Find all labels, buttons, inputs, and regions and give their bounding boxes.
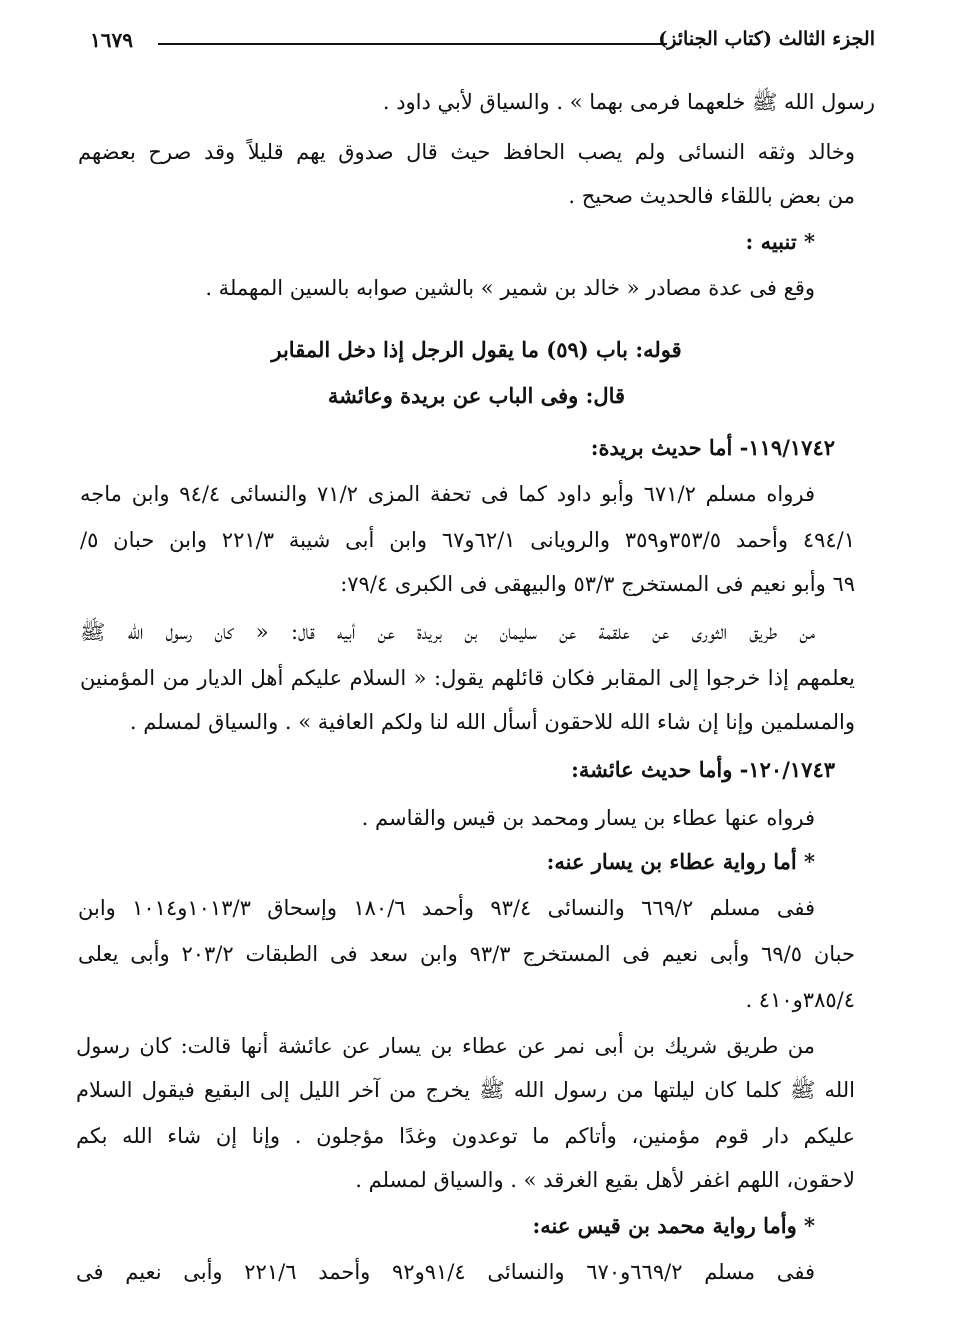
running-title: الجزء الثالث (كتاب الجنائز)	[658, 28, 875, 50]
text-line: ففى مسلم ٦٦٩/٢ والنسائى ٩٣/٤ وأحمد ١٨٠/٦ وإسحاق ١٠١٣/٣و١٠١٤ وابن	[78, 896, 815, 920]
text-line: والمسلمين وإنا إن شاء الله للاحقون أسأل الله لنا ولكم العافية » . والسياق لمسلم .	[129, 710, 855, 734]
text-line: رسول الله ﷺ خلعهما فرمى بهما » . والسياق لأبي داود .	[382, 90, 875, 114]
sub-heading: * أما رواية عطاء بن يسار عنه:	[546, 849, 815, 874]
text-line: من طريق شريك بن أبى نمر عن عطاء بن يسار عن عائشة أنها قالت: كان رسول	[76, 1034, 815, 1058]
text-line: ٦٩ وأبو نعيم فى المستخرج ٥٣/٣ والبيهقى فى الكبرى ٧٩/٤:	[340, 572, 855, 596]
text-line: وقع فى عدة مصادر « خالد بن شمير » بالشين صوابه بالسين المهملة .	[205, 276, 815, 300]
text-line: حبان ٦٩/٥ وأبى نعيم فى المستخرج ٩٣/٣ وابن سعد فى الطبقات ٢٠٣/٢ وأبى يعلى	[78, 942, 855, 966]
hadith-heading: ١٢٠/١٧٤٣- وأما حديث عائشة:	[571, 757, 835, 782]
page-number: ١٦٧٩	[90, 28, 133, 52]
chapter-subheading: قال: وفى الباب عن بريدة وعائشة	[327, 383, 626, 408]
text-line: الله ﷺ كلما كان ليلتها من رسول الله ﷺ يخرج من آخر الليل إلى البقيع فيقول السلام	[76, 1078, 855, 1102]
text-line: ٣٨٥/٤و٤١٠ .	[745, 988, 855, 1012]
chapter-heading: قوله: باب (٥٩) ما يقول الرجل إذا دخل المقابر	[271, 337, 682, 362]
header-rule	[158, 43, 667, 45]
text-line: من بعض باللقاء فالحديث صحيح .	[568, 184, 855, 208]
text-line: من طريق الثورى عن علقمة عن سليمان بن بريدة عن أبيه قال: « كان رسول الله ﷺ	[80, 620, 815, 644]
page-header	[90, 28, 875, 62]
text-line: ففى مسلم ٦٦٩/٢و٦٧٠ والنسائى ٩١/٤و٩٢ وأحمد ٢٢١/٦ وأبى نعيم فى	[76, 1260, 815, 1284]
text-line: وخالد وثقه النسائى ولم يصب الحافظ حيث قال صدوق يهم قليلاً وقد صرح بعضهم	[78, 140, 855, 164]
sub-heading: * وأما رواية محمد بن قيس عنه:	[532, 1213, 815, 1238]
text-line: ٤٩٤/١ وأحمد ٣٥٣/٥و٣٥٩ والرويانى ٦٢/١و٦٧ وابن أبى شيبة ٢٢١/٣ وابن حبان ٥/	[80, 528, 856, 552]
text-line: فرواه عنها عطاء بن يسار ومحمد بن قيس والقاسم .	[361, 806, 815, 830]
hadith-heading: ١١٩/١٧٤٢- أما حديث بريدة:	[590, 435, 835, 460]
text-line: فرواه مسلم ٦٧١/٢ وأبو داود كما فى تحفة المزى ٧١/٢ والنسائى ٩٤/٤ وابن ماجه	[80, 482, 815, 506]
note-heading: * تنبيه :	[745, 229, 815, 254]
text-line: عليكم دار قوم مؤمنين، وأتاكم ما توعدون وغدًا مؤجلون . وإنا إن شاء الله بكم	[76, 1124, 855, 1148]
text-line: يعلمهم إذا خرجوا إلى المقابر فكان قائلهم يقول: « السلام عليكم أهل الديار من المؤمنين	[80, 666, 855, 690]
text-line: لاحقون، اللهم اغفر لأهل بقيع الغرقد » . والسياق لمسلم .	[355, 1168, 855, 1192]
